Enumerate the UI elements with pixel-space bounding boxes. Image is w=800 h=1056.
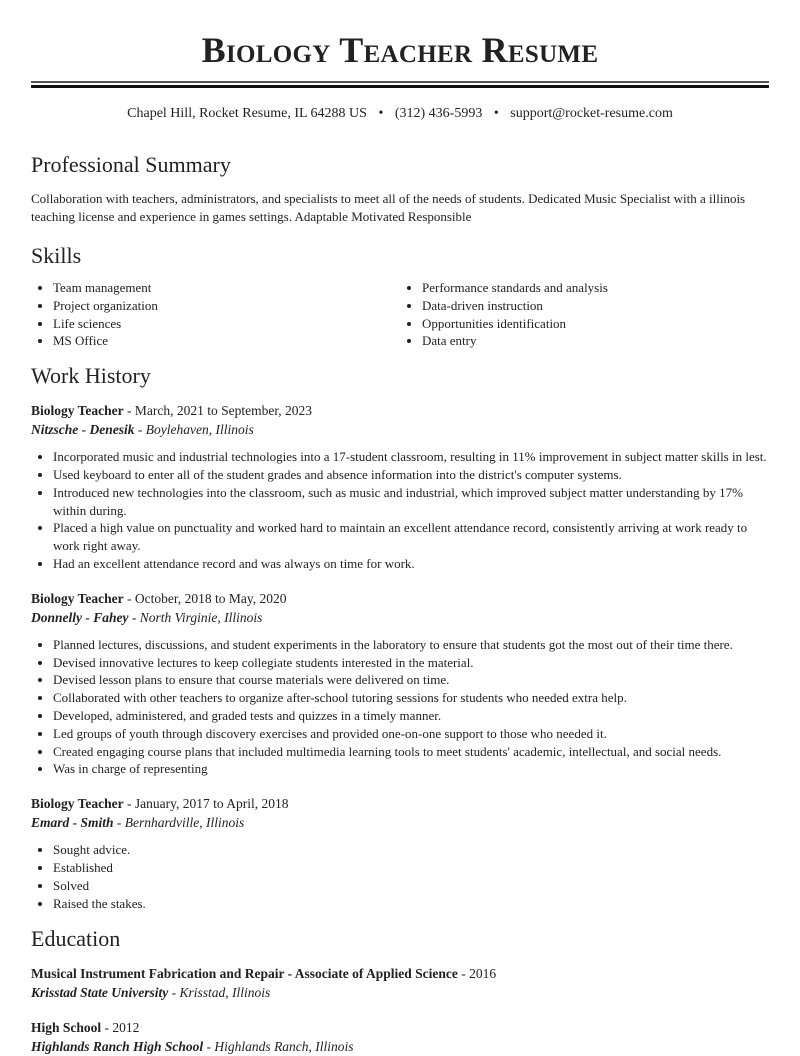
- work-history-heading: Work History: [31, 363, 151, 389]
- job-bullet: • Devised innovative lectures to keep collegiate students interested in the material.: [53, 654, 769, 672]
- resume-title: Biology Teacher Resume: [201, 30, 599, 70]
- skills-section: [31, 242, 769, 350]
- skill-item: • Data entry: [422, 332, 769, 350]
- job-location: - Boylehaven, Illinois: [134, 422, 254, 438]
- header-divider-thin: [31, 81, 769, 83]
- job-bullet: • Was in charge of representing: [53, 760, 769, 778]
- summary-section: [31, 151, 769, 226]
- header-divider-thick: [31, 85, 769, 88]
- summary-heading: Professional Summary: [31, 152, 231, 177]
- job-bullet: • Collaborated with other teachers to organize after-school tutoring sessions for students who needed extra help.: [53, 689, 769, 707]
- contact-separator: •: [493, 106, 499, 121]
- skills-left-list: [31, 279, 400, 350]
- job-bullet: • Developed, administered, and graded tests and quizzes in a timely manner.: [53, 707, 769, 725]
- job-bullet: • Used keyboard to enter all of the student grades and absence information into the district's computer systems.: [53, 466, 769, 484]
- education-degree: Musical Instrument Fabrication and Repair - Associate of Applied Science: [31, 966, 458, 982]
- skill-item: • MS Office: [53, 332, 400, 350]
- job-bullet: • Sought advice.: [53, 841, 769, 859]
- contact-line: [31, 105, 769, 123]
- contact-phone: (312) 436-5993: [394, 106, 483, 121]
- job-bullet: • Established: [53, 859, 769, 877]
- skills-right-list: [400, 279, 769, 350]
- skill-item: • Life sciences: [53, 315, 400, 333]
- job-dates: - January, 2017 to April, 2018: [123, 796, 289, 812]
- education-school: Krisstad State University: [31, 985, 169, 1001]
- job-employer: [31, 608, 769, 627]
- education-location: - Krisstad, Illinois: [168, 985, 271, 1001]
- education-year: - 2016: [457, 966, 497, 982]
- job-bullet: • Introduced new technologies into the classroom, such as music and industrial, which improved subject matter understanding by 17% within during.: [53, 484, 769, 520]
- job-header: [31, 401, 769, 420]
- skill-item: • Data-driven instruction: [422, 297, 769, 315]
- job-bullet: • Planned lectures, discussions, and student experiments in the laboratory to ensure that students got the most out of their time there.: [53, 636, 769, 654]
- job-bullet: • Incorporated music and industrial technologies into a 17-student classroom, resulting in 11% improvement in subject matter skills in lest.: [53, 448, 769, 466]
- contact-address: Chapel Hill, Rocket Resume, IL 64288 US: [127, 106, 367, 121]
- job-location: - North Virginie, Illinois: [128, 609, 263, 625]
- job-entry: [31, 794, 769, 912]
- job-location: - Bernhardville, Illinois: [113, 815, 245, 831]
- skill-item: • Opportunities identification: [422, 315, 769, 333]
- skills-columns: [31, 279, 769, 350]
- skill-item: • Project organization: [53, 297, 400, 315]
- education-location: - Highlands Ranch, Illinois: [203, 1039, 354, 1055]
- skills-heading: Skills: [31, 243, 82, 268]
- job-bullet: • Devised lesson plans to ensure that course materials were delivered on time.: [53, 671, 769, 689]
- education-heading: Education: [31, 926, 121, 952]
- job-dates: - October, 2018 to May, 2020: [123, 590, 287, 606]
- job-bullets: [31, 636, 769, 778]
- job-header: [31, 589, 769, 608]
- job-title: Biology Teacher: [31, 590, 124, 606]
- job-bullet: • Led groups of youth through discovery exercises and provided one-on-one support to those who needed it.: [53, 725, 769, 743]
- job-title: Biology Teacher: [31, 796, 124, 812]
- education-header: [31, 1018, 769, 1037]
- job-bullets: [31, 448, 769, 573]
- job-bullet: • Placed a high value on punctuality and worked hard to maintain an excellent attendance record, consistently arriving at work ready to work right away.: [53, 519, 769, 555]
- job-header: [31, 794, 769, 813]
- skill-item: • Performance standards and analysis: [422, 279, 769, 297]
- education-header: [31, 964, 769, 983]
- skill-item: • Team management: [53, 279, 400, 297]
- education-section: [31, 925, 769, 1056]
- job-dates: - March, 2021 to September, 2023: [123, 403, 313, 419]
- job-bullet: • Raised the stakes.: [53, 895, 769, 913]
- job-entry: [31, 589, 769, 778]
- job-bullet: • Solved: [53, 877, 769, 895]
- education-institution: [31, 983, 769, 1002]
- education-degree: High School: [31, 1020, 102, 1036]
- job-employer: [31, 813, 769, 832]
- work-history-section: [31, 362, 769, 912]
- job-bullet: • Created engaging course plans that included multimedia learning tools to meet students' academic, intellectual, and social needs.: [53, 743, 769, 761]
- job-bullet: • Had an excellent attendance record and was always on time for work.: [53, 555, 769, 573]
- education-entry: [31, 964, 769, 1002]
- job-entry: [31, 401, 769, 573]
- job-title: Biology Teacher: [31, 403, 124, 419]
- job-bullets: [31, 841, 769, 912]
- contact-email: support@rocket-resume.com: [510, 106, 673, 121]
- education-institution: [31, 1037, 769, 1056]
- job-company: Nitzsche - Denesik: [31, 422, 135, 438]
- job-employer: [31, 420, 769, 439]
- job-company: Emard - Smith: [31, 815, 114, 831]
- contact-separator: •: [378, 106, 384, 121]
- education-school: Highlands Ranch High School: [31, 1039, 204, 1055]
- education-year: - 2012: [101, 1020, 140, 1036]
- job-company: Donnelly - Fahey: [31, 609, 129, 625]
- education-entry: [31, 1018, 769, 1056]
- summary-text: Collaboration with teachers, administrators, and specialists to meet all of the needs of students. Dedicated Music Specialist with a illinois teaching license and experience in games settings. Adaptable Motivated Responsible: [31, 191, 746, 224]
